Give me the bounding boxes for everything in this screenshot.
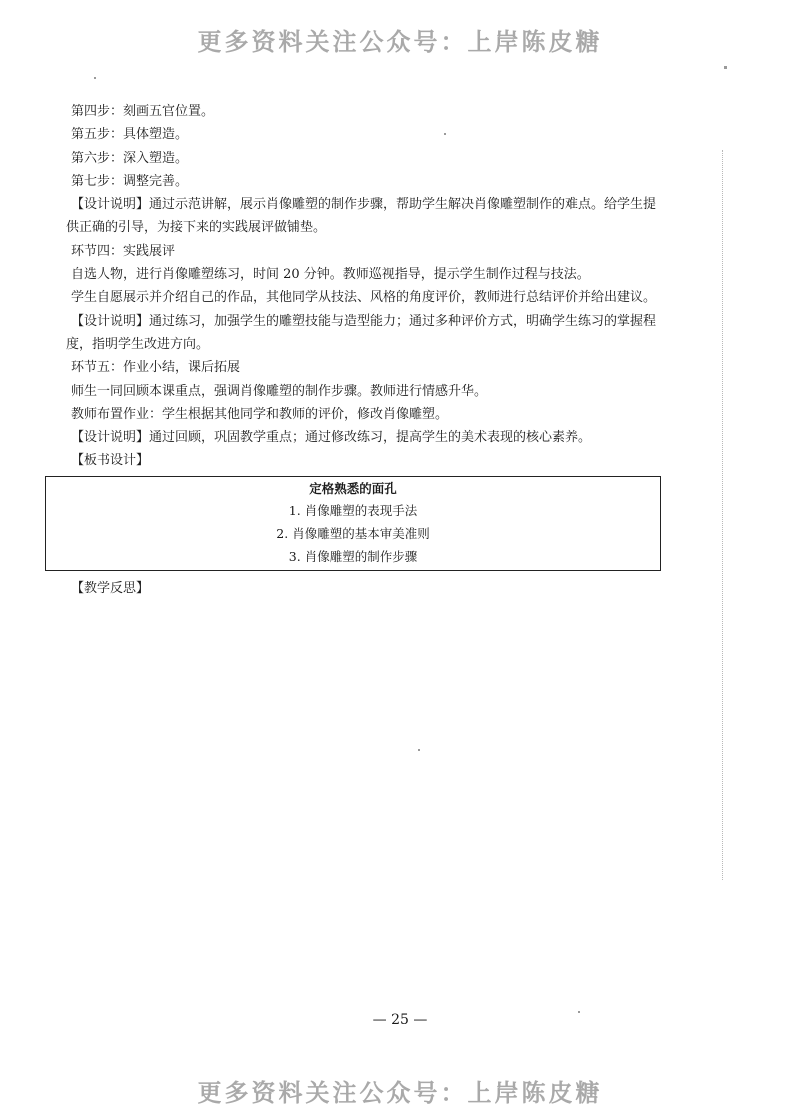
board-design-box bbox=[45, 476, 661, 571]
page-number: — 25 — bbox=[372, 1012, 428, 1028]
design-note-2-line-1: 【设计说明】通过练习，加强学生的雕塑技能与造型能力；通过多种评价方式，明确学生练习的掌握程 bbox=[71, 313, 657, 329]
scan-speck bbox=[418, 749, 420, 751]
board-item: 3. 肖像雕塑的制作步骤 bbox=[288, 548, 418, 564]
teaching-reflection-heading: 【教学反思】 bbox=[71, 581, 150, 597]
document-body bbox=[66, 100, 664, 600]
scan-speck bbox=[94, 77, 96, 79]
section-four-showcase: 学生自愿展示并介绍自己的作品，其他同学从技法、风格的角度评价，教师进行总结评价并给出建议。 bbox=[71, 290, 657, 306]
watermark-bottom: 更多资料关注公众号：上岸陈皮糖 bbox=[197, 1079, 603, 1107]
step-five: 第五步：具体塑造。 bbox=[71, 127, 189, 143]
step-seven: 第七步：调整完善。 bbox=[71, 173, 189, 189]
board-design-heading: 【板书设计】 bbox=[71, 453, 150, 469]
board-item: 2. 肖像雕塑的基本审美准则 bbox=[276, 525, 430, 541]
design-note-1-line-1: 【设计说明】通过示范讲解，展示肖像雕塑的制作步骤，帮助学生解决肖像雕塑制作的难点。给学生提 bbox=[71, 197, 657, 213]
board-item: 1. 肖像雕塑的表现手法 bbox=[288, 503, 418, 519]
board-title: 定格熟悉的面孔 bbox=[309, 480, 397, 496]
section-four-practice: 自选人物，进行肖像雕塑练习，时间 20 分钟。教师巡视指导，提示学生制作过程与技法。 bbox=[71, 267, 590, 283]
section-five-heading: 环节五：作业小结，课后拓展 bbox=[71, 360, 241, 376]
scan-speck bbox=[724, 66, 727, 69]
section-five-homework: 教师布置作业：学生根据其他同学和教师的评价，修改肖像雕塑。 bbox=[71, 406, 449, 422]
step-six: 第六步：深入塑造。 bbox=[71, 150, 189, 166]
design-note-3: 【设计说明】通过回顾，巩固教学重点；通过修改练习，提高学生的美术表现的核心素养。 bbox=[71, 430, 592, 446]
watermark-top: 更多资料关注公众号：上岸陈皮糖 bbox=[197, 28, 603, 56]
scan-speck bbox=[444, 133, 446, 135]
section-five-review: 师生一同回顾本课重点，强调肖像雕塑的制作步骤。教师进行情感升华。 bbox=[71, 383, 488, 399]
scan-speck bbox=[578, 1011, 580, 1013]
step-four: 第四步：刻画五官位置。 bbox=[71, 104, 215, 119]
scan-edge-line bbox=[722, 150, 723, 880]
section-four-heading: 环节四：实践展评 bbox=[71, 243, 176, 259]
design-note-1-line-2: 供正确的引导，为接下来的实践展评做铺垫。 bbox=[66, 220, 327, 236]
design-note-2-line-2: 度，指明学生改进方向。 bbox=[66, 336, 210, 352]
